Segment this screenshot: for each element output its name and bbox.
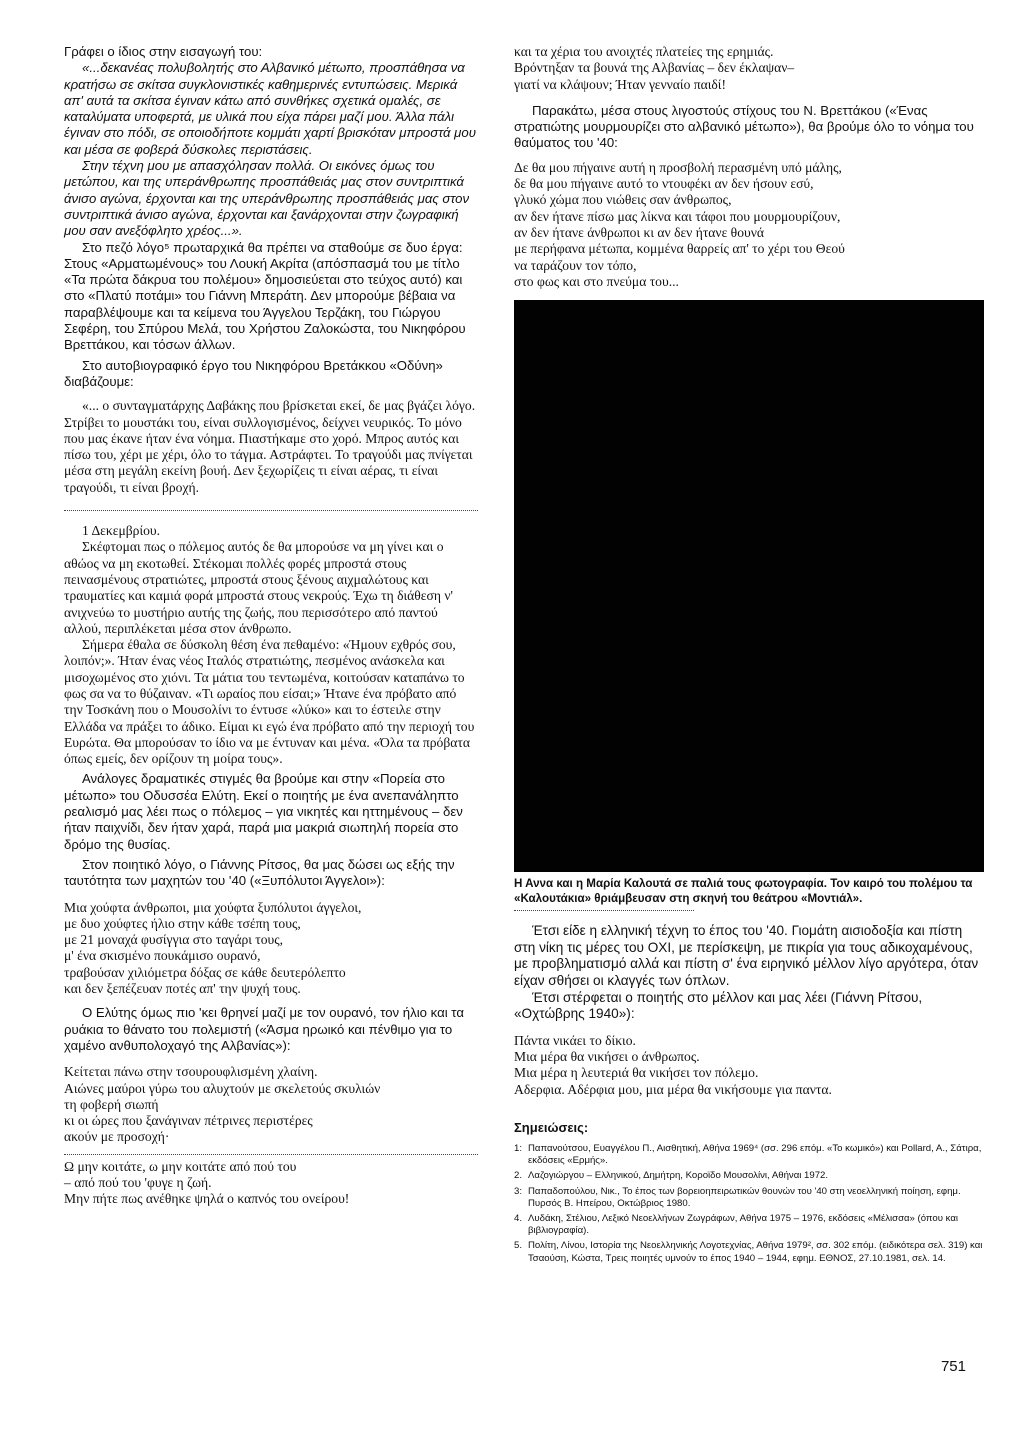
notes-list: [514, 1143, 984, 1265]
note-item: [514, 1213, 984, 1237]
photo-caption: Η Αννα και η Μαρία Καλουτά σε παλιά τους φωτογραφία. Τον καιρό του πολέμου τα «Καλουτάκια» θριάμβευσαν στη σκηνή του θεάτρου «Μοντιάλ».: [514, 877, 973, 906]
poem-line: με περήφανα μέτωπα, κομμένα θαρρείς απ' το χέρι του Θεού: [514, 241, 845, 257]
note-number: 2.: [514, 1170, 523, 1182]
poem-line: αν δεν ήτανε πίσω μας λίκνα και τάφοι που μουρμουρίζουν,: [514, 208, 841, 224]
poem-line: Μην πήτε πως ανέθηκε ψηλά ο καπνός του ονείρου!: [64, 1191, 350, 1207]
diary-date: 1 Δεκεμβρίου.: [82, 523, 161, 539]
poem-elytis-1: [64, 1064, 478, 1145]
note-text: Παπαδοπούλου, Νικ., Το έπος των βορειοηπειρωτικών θουνών του '40 στη νεοελληνική ποίηση, εφημ. Πυρσός Β. Ηπείρου, Οκτώβριος 1980.: [528, 1185, 961, 1209]
poem-line: δε θα μου πήγαινε αυτό το ντουφέκι αν δεν ήσουν εσύ,: [514, 176, 814, 192]
right-column: [514, 44, 984, 1268]
diary-paragraph-2: Σήμερα έθαλα σε δύσκολη θέση ένα πεθαμένο: «Ήμουν εχθρός σου, λοιπόν;». Ήταν ένας νέος Ιταλός στρατιώτης, πεσμένος ανάσκελα και μισοχωμένος στο χιόνι. Τα μάτια του τεντωμένα, κοιτούσαν καταπάνω το φως σα να το θύζαιναν. «Τι ωραίος που είσαι;» Ήτανε ένα πρόβατο από την Τοσκάνη που ο Μουσολίνι το έντυσε «λύκο» και το έστειλε στην Ελλάδα να πράξει το άδικο. Είμαι κι εγώ ένα πρόβατο από την περιοχή του Ευρώτα. Θα μπορούσαν το ίδιο να με έντυναν και μένα. «Όλα τα πρόβατα όπως εμείς, δεν ορίζουν τη μοίρα τους».: [64, 637, 475, 767]
note-item: [514, 1170, 984, 1182]
poem-line: Μια χούφτα άνθρωποι, μια χούφτα ξυπόλυτοι άγγελοι,: [64, 899, 362, 915]
paragraph-conclusion: Έτσι είδε η ελληνική τέχνη το έπος του '40. Γιομάτη αισιοδοξία και πίστη στη νίκη τις μέρες του ΟΧΙ, με περίσκεψη, με πικρία για τους αδικοχαμένους, με προβληματισμό αλλά και πίστη σ' ένα ειρηνικό μέλλον λίγο αργότερα, όταν είχαν σθήσει οι κλαγγές των όπλων.: [514, 923, 979, 988]
poem-line: μ' ένα σκισμένο πουκάμισο ουρανό,: [64, 948, 261, 964]
caption-divider: [514, 910, 694, 911]
poem-line: και δεν ξεπέζευαν ποτές απ' την ψυχή τους.: [64, 981, 301, 997]
verse-divider: [64, 1154, 478, 1155]
poem-line: Κείτεται πάνω στην τσουρουφλισμένη χλαίνη.: [64, 1064, 318, 1080]
note-number: 4.: [514, 1212, 523, 1224]
poem-line: αν δεν ήτανε άνθρωποι κι αν δεν ήτανε θουνά: [514, 224, 764, 240]
note-item: [514, 1143, 984, 1167]
poem-line: γλυκό χώμα που νιώθεις σαν άνθρωπος,: [514, 192, 732, 208]
quote-sketches: «...δεκανέας πολυβολητής στο Αλβανικό μέτωπο, προσπάθησα να κρατήσω σε σκίτσα συγκλονιστικές καθημερινές εντυπώσεις. Μερικά απ' αυτά τα σκίτσα έγιναν κάτω από συνθήκες σχετικά ομαλές, σε καταλύματα υποφερτά, με υλικά που είχα πάρει μαζί μου. Άλλα πάλι έγιναν στο πόδι, σε οποιοδήποτε κομμάτι χαρτί βρισκόταν μπροστά μου και μέσα σε φοβερά δύσκολες περιστάσεις.: [64, 60, 476, 157]
note-item: [514, 1186, 984, 1210]
poem-line: Μια μέρα θα νικήσει ο άνθρωπος.: [514, 1049, 700, 1065]
note-item: [514, 1240, 984, 1264]
paragraph-prose-works: Στο πεζό λόγο⁵ πρωταρχικά θα πρέπει να σταθούμε σε δυο έργα: Στους «Αρματωμένους» του Λουκή Ακρίτα (απόσπασμά του με τίτλο «Τα πρώτα δάκρυα του πολέμου» δημοσιεύεται στο τεύχος αυτό) και στο «Πλατύ ποτάμι» του Γιάννη Μπεράτη. Δεν μπορούμε βέβαια να παραβλέψουμε και τα κείμενα του Άγγελου Τερζάκη, του Γιώργου Σεφέρη, του Σπύρου Μελά, του Χρήστου Ζαλοκώστα, του Νικηφόρου Βρεττάκου, και τόσων άλλων.: [64, 239, 466, 353]
poem-line: – από πού του 'φυγε η ζωή.: [64, 1175, 212, 1190]
note-number: 3:: [514, 1185, 523, 1197]
intro-text: Γράφει ο ίδιος στην εισαγωγή του:: [64, 44, 263, 59]
note-number: 5.: [514, 1240, 523, 1252]
poem-line: Πάντα νικάει το δίκιο.: [514, 1032, 636, 1048]
left-column: [64, 44, 478, 1208]
quote-art: Στην τέχνη μου με απασχόλησαν πολλά. Οι εικόνες όμως του μετώπου, και της υπεράνθρωπης προσπάθειάς μας στον συντριπτικά άνισο αγώνα, έρχονται και της υπεράνθρωπης προσπάθειάς μας στον συντριπτικά άνισο αγώνα, έρχονται και ξανάρχονται στην ζωγραφική μου σαν ανεξόφλητο χρέος...».: [64, 158, 470, 239]
poem-line: κι οι ώρες που ξανάγιναν πέτρινες περιστέρες: [64, 1113, 313, 1129]
poem-line: Ω μην κοιτάτε, ω μην κοιτάτε από πού του: [64, 1158, 297, 1174]
note-text: Πολίτη, Λίνου, Ιστορία της Νεοελληνικής Λογοτεχνίας, Αθήνα 1979², σσ. 302 επόμ. (ειδικότερα σελ. 319) και Τσαούση, Κώστα, Τρεις ποιητές υμνούν το έπος 1940 – 1944, εφημ. ΕΘΝΟΣ, 27.10.1981, σελ. 14.: [528, 1240, 983, 1264]
notes-heading: Σημειώσεις:: [514, 1119, 589, 1135]
poem-line: γιατί να κλάψουν; Ήταν γενναίο παιδί!: [514, 76, 726, 92]
poem-line: με 21 μοναχά φυσίγγια στο ταγάρι τους,: [64, 932, 284, 948]
quote-odyni: «... ο συνταγματάρχης Δαβάκης που βρίσκεται εκεί, δε μας βγάζει λόγο. Στρίβει το μουστάκι του, είναι συλλογισμένος, δείχνει νευρικός. Το μόνο που μας έκανε ήταν ένα νόημα. Πιαστήκαμε στο χορό. Μπρος αυτός και πίσω του, χέρι με χέρι, όλο το τάγμα. Αστράφτει. Το τραγούδι μας πνίγεται μέσα στη μεγάλη εκείνη βουή. Δεν ξεχωρίζεις τι είναι αέρας, τι είναι τραγούδι, τι είναι βροχή.: [64, 398, 476, 495]
note-text: Λυδάκη, Στέλιου, Λεξικό Νεοελλήνων Ζωγράφων, Αθήνα 1975 – 1976, εκδόσεις «Μέλισσα» (όπου και βιβλιογραφία).: [528, 1212, 959, 1237]
poem-elytis-2: [64, 1159, 478, 1208]
paragraph-ritsos-future: Έτσι στέρφεται ο ποιητής στο μέλλον και μας λέει (Γιάννη Ρίτσου, «Οχτώβρης 1940»):: [514, 989, 923, 1022]
paragraph-elytis-poreia: Ανάλογες δραματικές στιγμές θα βρούμε και στην «Πορεία στο μέτωπο» του Οδυσσέα Ελύτη. Εκεί ο ποιητής με ένα ανεπανάληπτο ρεαλισμό μας λέει πως ο πόλεμος – για νικητές και ηττημένους – δεν ήταν παιχνίδι, δεν ήταν χαρά, παρά μια μακριά σιωπηλή πορεία στο δρόμο της θυσίας.: [64, 771, 463, 852]
poem-line: τη φοβερή σιωπή: [64, 1096, 159, 1112]
poem-line: και τα χέρια του ανοιχτές πλατείες της ερημιάς.: [514, 44, 774, 59]
paragraph-elytis-asma: Ο Ελύτης όμως πιο 'κει θρηνεί μαζί με τον ουρανό, τον ήλιο και τα ρυάκια το θάνατο του πολεμιστή («Άσμα ηρωικό και πένθιμο για το χαμένο ανθυπολοχαγό της Αλβανίας»):: [64, 1005, 464, 1053]
paragraph-vrettakos: Παρακάτω, μέσα στους λιγοστούς στίχους του Ν. Βρεττάκου («Ένας στρατιώτης μουρμουρίζει στο αλβανικό μέτωπο»), θα βρούμε όλο το νόημα του θαύματος του '40:: [514, 102, 974, 151]
paragraph-odyni: Στο αυτοβιογραφικό έργο του Νικηφόρου Βρετάκκου «Οδύνη» διαβάζουμε:: [64, 357, 443, 389]
photo-kalouta-sisters: [514, 300, 984, 872]
poem-line: τραβούσαν χιλιόμετρα δόξας σε κάθε δευτερόλεπτο: [64, 964, 346, 980]
poem-line: Αιώνες μαύροι γύρω του αλυχτούν με σκελετούς σκυλιών: [64, 1080, 381, 1096]
poem-line: Βρόντηξαν τα βουνά της Αλβανίας – δεν έκλαψαν–: [514, 60, 795, 76]
poem-ritsos-october: [514, 1033, 984, 1098]
paragraph-ritsos: Στον ποιητικό λόγο, ο Γιάννης Ρίτσος, θα μας δώσει ως εξής την ταυτότητα των μαχητών του '40 («Ξυπόλυτοι Άγγελοι»):: [64, 856, 455, 889]
diary-paragraph-1: Σκέφτομαι πως ο πόλεμος αυτός δε θα μπορούσε να μη γίνει και ο αθώος να μη εκοτωθεί. Στέκομαι πολλές φορές μπροστά στους πεινασμένους στρατιώτες, μπροστά στους ξένους αιχμαλώτους και τραυματίες και καμιά φορά μπροστά στους νεκρούς. Έχω τη διάθεση ν' ανιχνεύω το μυστήριο αυτής της ζωής, που περισσότερο από παντού αλλού, περιπλέκεται μέσα στον άνθρωπο.: [64, 539, 453, 636]
poem-line: να ταράζουν τον τόπο,: [514, 257, 637, 273]
poem-line: Μια μέρα η λευτεριά θα νικήσει τον πόλεμο.: [514, 1065, 759, 1081]
section-divider: [64, 510, 478, 511]
poem-line: στο φως και στο πνεύμα του...: [514, 273, 679, 289]
poem-ritsos: [64, 900, 478, 998]
poem-line: Δε θα μου πήγαινε αυτή η προσβολή περασμένη υπό μάλης,: [514, 159, 842, 175]
poem-line: ακούν με προσοχή·: [64, 1129, 170, 1145]
note-text: Παπανούτσου, Ευαγγέλου Π., Αισθητική, Αθήνα 1969⁴ (σσ. 296 επόμ. «Το κωμικό») και Pollard, A., Σάτιρα, εκδόσεις «Ερμής».: [528, 1142, 982, 1167]
poem-line: με δυο χούφτες ήλιο στην κάθε τσέπη τους,: [64, 915, 301, 931]
note-text: Λαζογιώργου – Ελληνικού, Δημήτρη, Κοροϊδο Μουσολίνι, Αθήναι 1972.: [528, 1170, 829, 1182]
poem-elytis-continued: [514, 44, 984, 93]
poem-vrettakos: [514, 160, 984, 290]
note-number: 1:: [514, 1142, 523, 1154]
poem-line: Αδερφια. Αδέρφια μου, μια μέρα θα νικήσουμε για παντα.: [514, 1081, 832, 1097]
page-number: 751: [940, 1358, 966, 1375]
